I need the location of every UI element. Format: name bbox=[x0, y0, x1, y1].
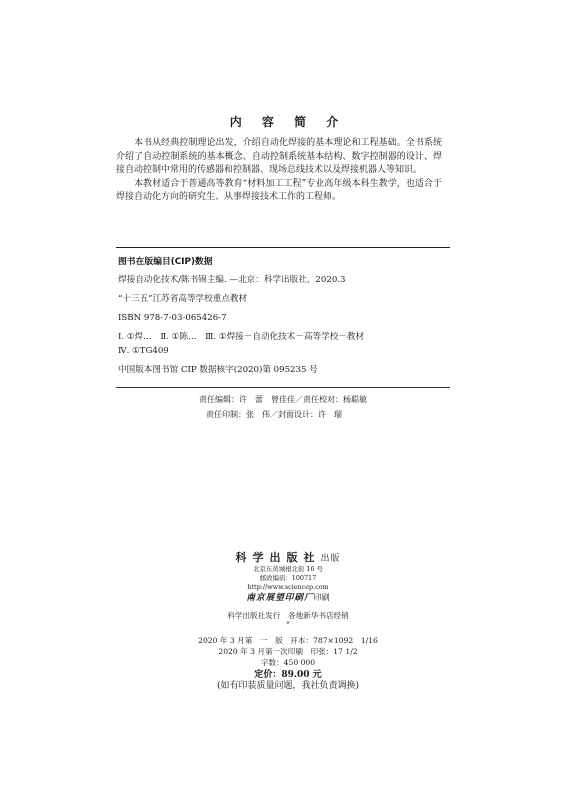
publisher-suffix: 出版 bbox=[320, 554, 341, 564]
printer-line bbox=[0, 592, 576, 604]
editor-credit: 责任编辑：许 蕾 曾佳佳／责任校对：杨聪敏 bbox=[199, 395, 367, 404]
intro-title: 内 容 简 介 bbox=[229, 115, 347, 129]
publisher-website: http://www.sciencep.com bbox=[247, 583, 329, 591]
publisher-address: 北京东黄城根北街 16 号 bbox=[253, 565, 323, 573]
cip-series-line: “十三五”江苏省高等学校重点教材 bbox=[118, 294, 248, 304]
cip-bottom-divider bbox=[116, 387, 450, 388]
intro-body bbox=[116, 137, 442, 205]
quality-notice: (如有印装质量问题，我社负责调换) bbox=[216, 681, 360, 691]
printer-suffix: 印刷 bbox=[313, 593, 330, 602]
cip-heading: 图书在版编目(CIP)数据 bbox=[118, 257, 213, 267]
word-count: 字数：450 000 bbox=[260, 658, 316, 667]
cip-record-number: 中国版本图书馆 CIP 数据核字(2020)第 095235 号 bbox=[118, 365, 318, 375]
staff-credits bbox=[0, 392, 576, 422]
cip-isbn: ISBN 978-7-03-065426-7 bbox=[118, 313, 227, 323]
distribution-line: 科学出版社发行 各地新华书店经销 bbox=[227, 611, 349, 620]
publisher-line bbox=[0, 552, 576, 565]
printer-name: 南京展望印刷厂 bbox=[246, 593, 314, 603]
colophon bbox=[0, 552, 576, 692]
separator-star: * bbox=[286, 621, 290, 628]
intro-paragraph: 本书从经典控制理论出发，介绍自动化焊接的基本理论和工程基础。全书系统介绍了自动控制系统的基本概念、自动控制系统基本结构、数字控制器的设计、焊接自动控制中常用的传感器和控制器、现场总线技术以及焊接机器人等知识。 bbox=[116, 138, 442, 176]
postcode: 邮政编码：100717 bbox=[259, 574, 317, 582]
edition-line: 2020 年 3 月第 一 版 开本：787×1092 1/16 bbox=[198, 636, 378, 645]
production-credit: 责任印制：张 伟／封面设计：许 瑞 bbox=[206, 410, 342, 419]
intro-paragraph: 本教材适合于普通高等教育“材料加工工程”专业高年级本科生教学，也适合于焊接自动化方向的研究生、从事焊接技术工作的工程师。 bbox=[116, 178, 442, 203]
printing-line: 2020 年 3 月第一次印刷 印张：17 1/2 bbox=[218, 647, 358, 656]
cip-classification: Ⅰ. ①焊… Ⅱ. ①陈… Ⅲ. ①焊接－自动化技术－高等学校－教材 bbox=[118, 332, 365, 342]
publisher-name: 科学出版社 bbox=[235, 551, 321, 564]
cip-data-block bbox=[118, 255, 448, 377]
cip-top-divider bbox=[116, 247, 450, 248]
cip-classification-code: Ⅳ. ①TG409 bbox=[118, 346, 169, 356]
price: 定价：89.00 元 bbox=[254, 670, 322, 680]
cip-title-line: 焊接自动化技术/陈书锦主编. —北京：科学出版社，2020.3 bbox=[118, 275, 346, 285]
